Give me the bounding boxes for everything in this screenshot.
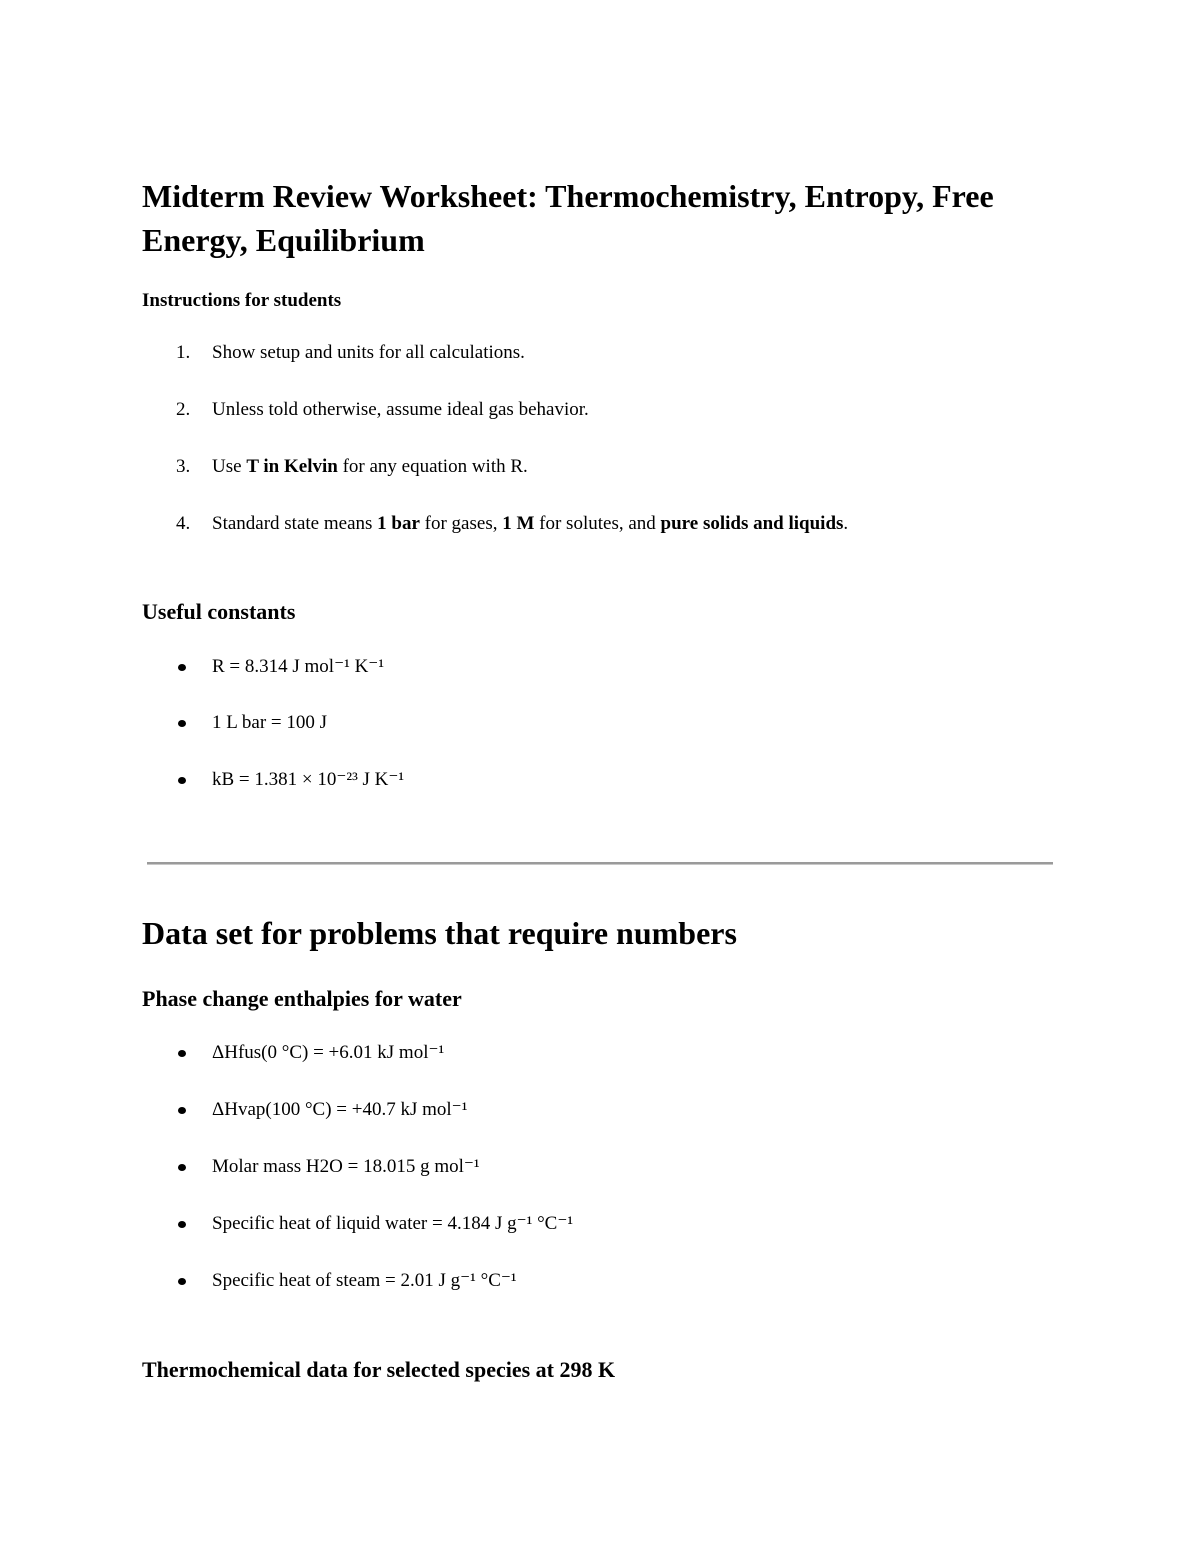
constant-text: R = 8.314 J mol⁻¹ K⁻¹	[212, 656, 385, 677]
instruction-text: Unless told otherwise, assume ideal gas behavior.	[212, 399, 589, 420]
list-number: 4.	[176, 513, 191, 534]
horizontal-divider	[147, 862, 1053, 865]
bullet-icon	[178, 1050, 186, 1057]
bullet-icon	[178, 1107, 186, 1114]
bullet-icon	[178, 777, 186, 784]
bullet-icon	[178, 1221, 186, 1228]
constants-heading: Useful constants	[142, 599, 296, 624]
data-text: Molar mass H2O = 18.015 g mol⁻¹	[212, 1156, 480, 1177]
bullet-icon	[178, 1164, 186, 1171]
bullet-icon	[178, 1278, 186, 1285]
instruction-text: Use T in Kelvin for any equation with R.	[212, 456, 528, 477]
instruction-text: Standard state means 1 bar for gases, 1 M for solutes, and pure solids and liquids.	[212, 513, 849, 534]
instructions-heading: Instructions for students	[142, 290, 342, 311]
page-title: Midterm Review Worksheet: Thermochemistry, Entropy, Free Energy, Equilibrium	[142, 178, 994, 258]
thermochemical-data-heading: Thermochemical data for selected species at 298 K	[142, 1357, 616, 1382]
phase-change-heading: Phase change enthalpies for water	[142, 986, 462, 1011]
list-number: 3.	[176, 456, 191, 477]
emphasis: 1 M	[502, 513, 535, 534]
emphasis: T in Kelvin	[246, 456, 338, 477]
data-text: ΔHfus(0 °C) = +6.01 kJ mol⁻¹	[212, 1042, 445, 1063]
list-number: 1.	[176, 342, 191, 363]
bullet-icon	[178, 664, 186, 671]
data-section-heading: Data set for problems that require numbers	[142, 915, 737, 951]
instruction-text: Show setup and units for all calculations.	[212, 342, 525, 363]
constant-text: 1 L bar = 100 J	[212, 712, 328, 733]
list-number: 2.	[176, 399, 191, 420]
data-text: Specific heat of liquid water = 4.184 J g⁻¹ °C⁻¹	[212, 1213, 574, 1234]
bullet-icon	[178, 720, 186, 727]
emphasis: 1 bar	[377, 513, 420, 534]
emphasis: pure solids and liquids	[660, 513, 844, 534]
data-text: ΔHvap(100 °C) = +40.7 kJ mol⁻¹	[212, 1099, 468, 1120]
data-text: Specific heat of steam = 2.01 J g⁻¹ °C⁻¹	[212, 1270, 517, 1291]
constant-text: kB = 1.381 × 10⁻²³ J K⁻¹	[212, 769, 405, 790]
